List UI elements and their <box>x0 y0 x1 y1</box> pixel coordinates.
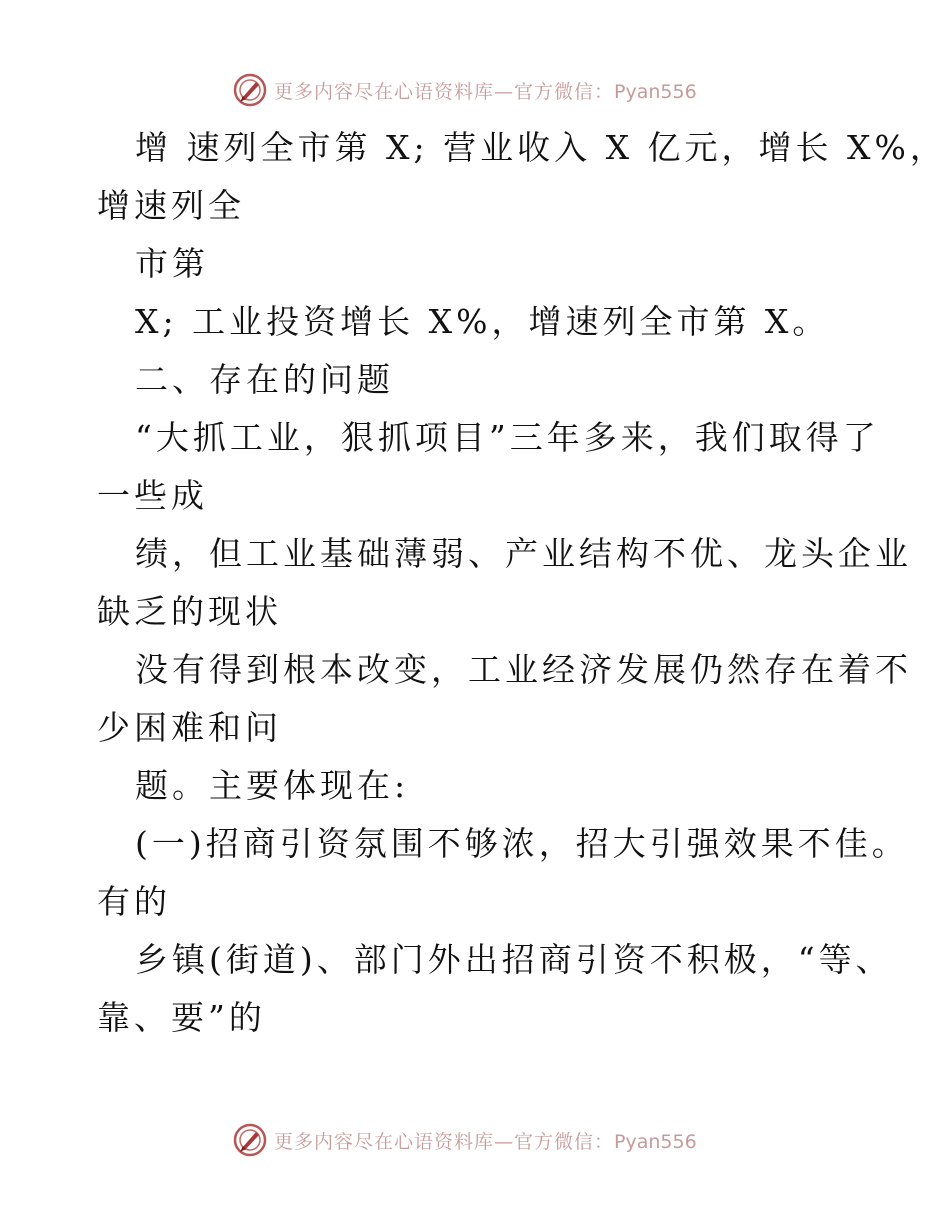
section-heading: 二、存在的问题 <box>135 360 394 399</box>
text-line: 有的 <box>97 882 171 921</box>
text-line: 市第 <box>135 244 209 283</box>
text-line: 增速列全 <box>97 186 245 225</box>
watermark-text: 更多内容尽在心语资料库—官方微信：Pyan556 <box>274 80 697 103</box>
watermark-text: 更多内容尽在心语资料库—官方微信：Pyan556 <box>274 1130 697 1153</box>
text-line: 题。主要体现在: <box>135 766 410 805</box>
text-line: 增 速列全市第 X; 营业收入 X 亿元，增长 X%， <box>135 128 947 167</box>
text-line: 没有得到根本改变，工业经济发展仍然存在着不 <box>135 650 912 689</box>
pen-nib-logo-icon <box>232 1122 268 1158</box>
text-line: 绩，但工业基础薄弱、产业结构不优、龙头企业 <box>135 534 912 573</box>
header-watermark <box>232 70 752 110</box>
text-line: X; 工业投资增长 X%，增速列全市第 X。 <box>135 302 830 341</box>
text-line: “大抓工业，狠抓项目”三年多来，我们取得了 <box>135 418 880 457</box>
footer-watermark <box>232 1120 752 1160</box>
text-line: 乡镇(街道)、部门外出招商引资不积极，“等、 <box>135 940 893 979</box>
text-line: 一些成 <box>97 476 208 515</box>
subsection-heading: (一)招商引资氛围不够浓，招大引强效果不佳。 <box>135 824 909 863</box>
text-line: 靠、要”的 <box>97 998 266 1037</box>
text-line: 少困难和问 <box>97 708 282 747</box>
text-line: 缺乏的现状 <box>97 592 282 631</box>
pen-nib-logo-icon <box>232 72 268 108</box>
